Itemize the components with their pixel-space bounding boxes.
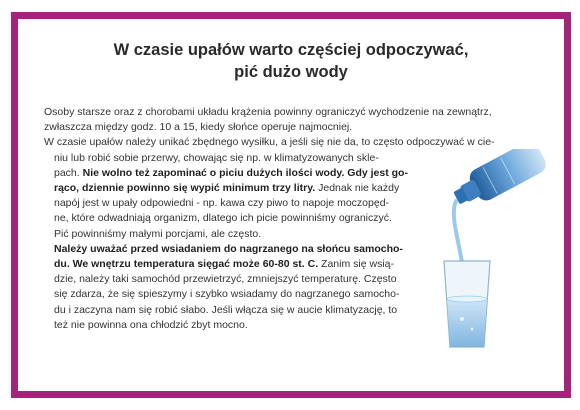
bottle-icon — [449, 149, 546, 213]
title-line-2: pić dużo wody — [234, 63, 348, 81]
water-bottle-glass-icon — [426, 149, 546, 359]
p2-line-4c: Jednak nie każdy — [315, 182, 400, 195]
p3-line-4: się zdarza, że się spieszymy i szybko wsiadamy do nagrzanego samocho- — [54, 288, 400, 301]
title-line-1: W czasie upałów warto częściej odpoczywać, — [113, 41, 469, 59]
p3-line-6: też nie powinna ona chłodzić zbyt mocno. — [54, 318, 248, 331]
p2-line-3b: Nie wolno też zapominać o piciu dużych ilości wody. Gdy jest go- — [82, 166, 408, 179]
p2-line-3a: pach. — [54, 166, 83, 179]
p2-line-6: ne, które odwadniają organizm, dlatego ich picie powinniśmy ograniczyć. — [54, 212, 392, 225]
p3-line-1: Należy uważać przed wsiadaniem do nagrzanego na słońcu samocho- — [54, 242, 403, 255]
p2-line-7: Pić powinniśmy małymi porcjami, ale często. — [54, 227, 262, 240]
p2-line-1: W czasie upałów należy unikać zbędnego wysiłku, a jeśli się nie da, to często odpoczywać w cie- — [44, 136, 495, 149]
p3-line-2b: du. We wnętrzu temperatura sięgać może 60-80 st. C. — [54, 258, 319, 271]
p2-line-5: napój jest w upały odpowiedni - np. kawa czy piwo to napoje moczopęd- — [54, 197, 390, 210]
p3-line-2c: Zanim się wsią- — [318, 258, 394, 271]
glass-icon — [444, 261, 490, 347]
document-frame — [11, 12, 571, 398]
page-title — [18, 39, 564, 83]
p2-line-2: niu lub robić sobie przerwy, chowając się np. w klimatyzowanych skle- — [54, 151, 379, 164]
p1-line-2: zwłaszcza między godz. 10 a 15, kiedy słońce operuje najmocniej. — [44, 121, 353, 134]
p3-line-3: dzie, należy taki samochód przewietrzyć, zmniejszyć temperaturę. Często — [54, 273, 397, 286]
paragraph-1 — [44, 105, 538, 135]
p2-line-4b: rąco, dziennie powinno się wypić minimum trzy litry. — [54, 182, 316, 195]
p3-line-5: du i zaczyna nam się robić słabo. Jeśli włącza się w aucie klimatyzację, to — [54, 303, 398, 316]
p1-line-1: Osoby starsze oraz z chorobami układu krążenia powinny ograniczyć wychodzenie na zewnątrz, — [44, 106, 492, 118]
